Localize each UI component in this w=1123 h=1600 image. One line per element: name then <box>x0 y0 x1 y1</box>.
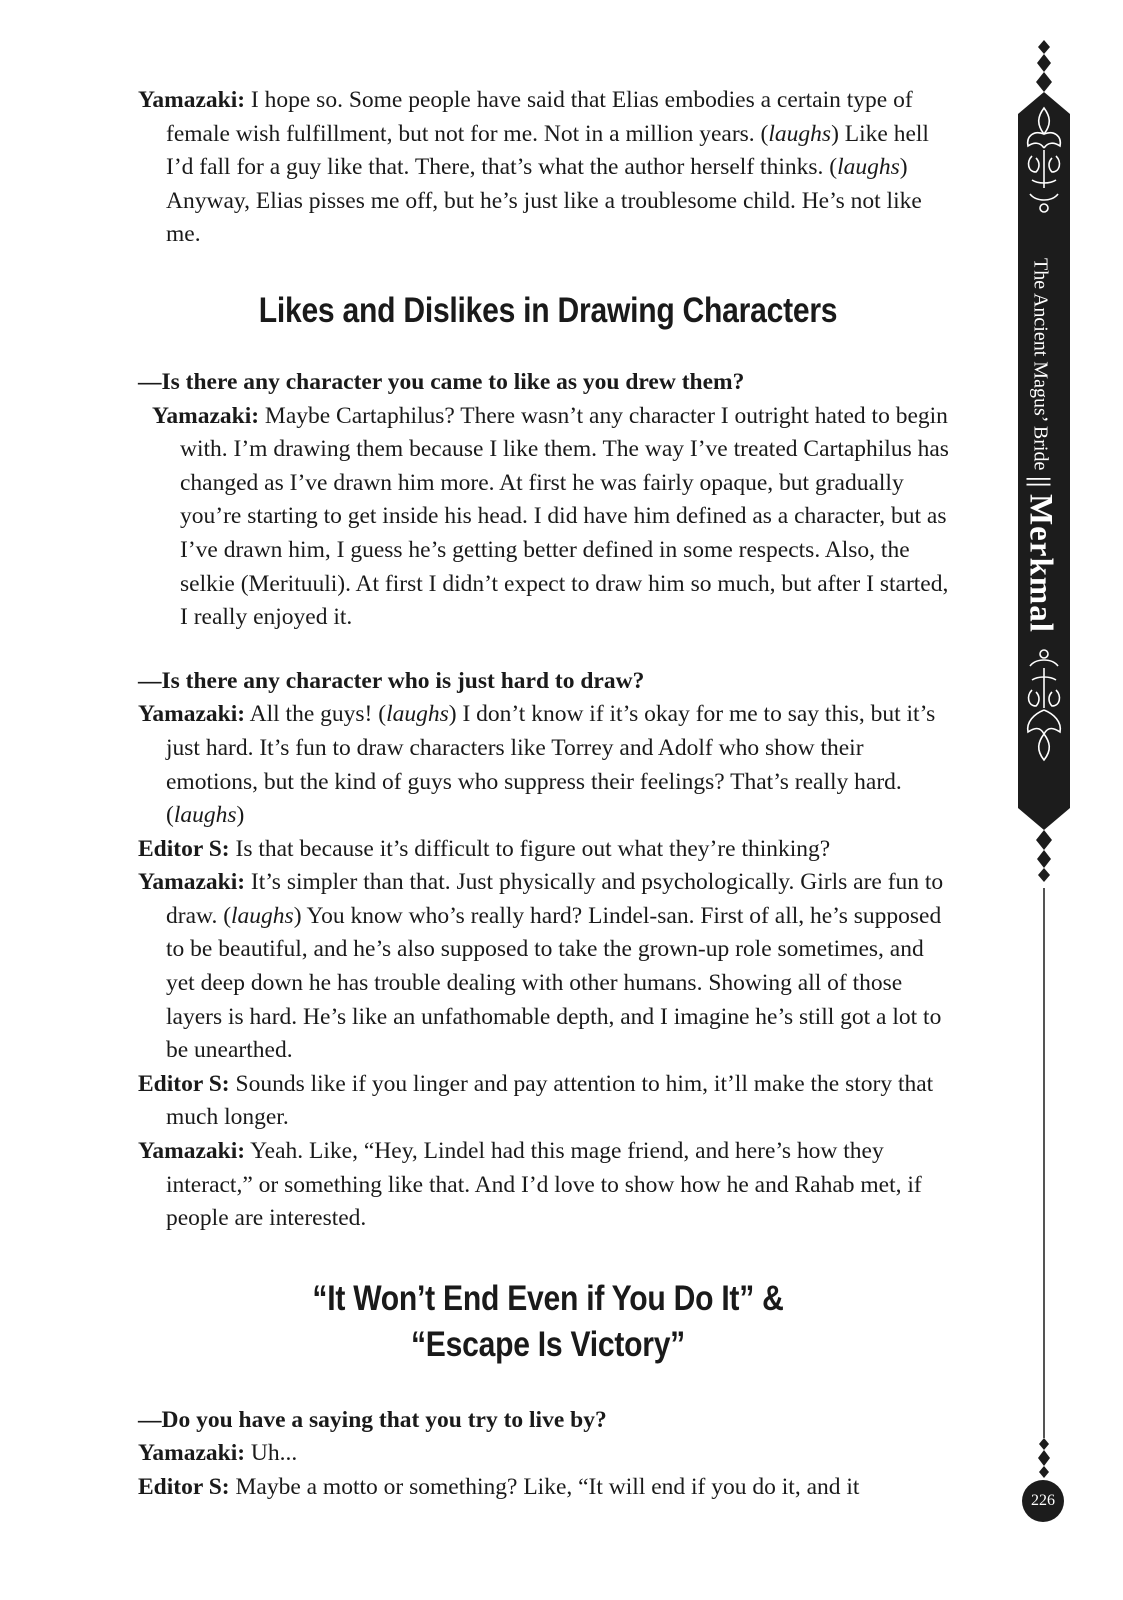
dialogue-paragraph <box>138 1068 958 1135</box>
dialogue-text: ) I don’t know if it’s okay for me to say this, but it’s just hard. It’s fun to draw characters like Torrey and Adolf who show their emotions, but the kind of guys who suppress their feelings? That’s really hard. ( <box>166 701 936 829</box>
dialogue-text: Maybe a motto or something? Like, “It will end if you do it, and it <box>235 1474 860 1500</box>
dialogue-text: Maybe Cartaphilus? There wasn’t any character I outright hated to begin with. I’m drawing them because I like them. The way I’ve treated Cartaphilus has changed as I’ve drawn him more. At first he was fairly opaque, but gradually you’re starting to get inside his head. I did have him defined as a character, but as I’ve drawn him, I guess he’s getting better defined in some respects. Also, the selkie (Merituuli). At first I didn’t expect to draw him so much, but after I started, I really enjoyed it. <box>180 402 949 631</box>
chapter-sidebar <box>1012 38 1076 1558</box>
section-heading-saying-line1: “It Won’t End Even if You Do It” & <box>312 1278 784 1318</box>
speaker-label: Yamazaki: <box>138 701 246 728</box>
speaker-label: Yamazaki: <box>138 1138 246 1165</box>
dialogue-text: ) You know who’s really hard? Lindel-san. First of all, he’s supposed to be beautiful, and he’s also supposed to take the grown-up role sometimes, and yet deep down he has trouble dealing with other humans. Showing all of those layers is hard. He’s like an unfathomable depth, and I imagine he’s still got a lot to be unearthed. <box>166 902 942 1064</box>
dialogue-text: Is that because it’s difficult to figure out what they’re thinking? <box>235 835 831 862</box>
speaker-label: Yamazaki: <box>138 1440 246 1467</box>
answer-saying <box>138 1437 958 1504</box>
dialogue-text: Yeah. Like, “Hey, Lindel had this mage friend, and here’s how they interact,” or something like that. And I’d love to show how he and Rahab met, if people are interested. <box>166 1138 922 1232</box>
dialogue-paragraph <box>138 1437 958 1471</box>
speaker-label: Editor S: <box>138 1070 230 1097</box>
title-separator: || <box>1026 476 1055 488</box>
speaker-label: Editor S: <box>138 835 230 862</box>
section-heading-saying-line2: “Escape Is Victory” <box>411 1324 685 1364</box>
intro-dialogue <box>138 84 958 252</box>
book-title: The Ancient Magus’ Bride <box>1029 258 1052 471</box>
speaker-label: Yamazaki: <box>152 402 260 429</box>
speaker-label: Yamazaki: <box>138 87 246 113</box>
dialogue-paragraph <box>138 1135 958 1236</box>
page-body <box>138 84 958 1505</box>
section-title: Merkmal <box>1022 493 1059 633</box>
dialogue-paragraph <box>138 698 958 832</box>
dialogue-paragraph <box>138 400 958 635</box>
page-number: 226 <box>1022 1480 1064 1522</box>
stage-direction: laughs <box>173 802 237 829</box>
answer-hard-character <box>138 698 958 1236</box>
question-like-character: —Is there any character you came to like as you drew them? <box>138 368 745 395</box>
dialogue-text: All the guys! ( <box>249 701 387 728</box>
stage-direction: laughs <box>231 902 294 929</box>
question-saying: —Do you have a saying that you try to live by? <box>138 1406 607 1433</box>
dialogue-text: Sounds like if you linger and pay attention to him, it’ll make the story that much longer. <box>166 1070 934 1131</box>
section-heading-likes-dislikes: Likes and Dislikes in Drawing Characters <box>258 290 838 330</box>
speaker-label: Yamazaki: <box>138 869 246 896</box>
running-title <box>1020 258 1060 678</box>
dialogue-text: ) Like hell I’d fall for a guy like that. There, that’s what the author herself thinks. ( <box>166 120 929 181</box>
speaker-label: Editor S: <box>138 1474 230 1500</box>
dialogue-text: I hope so. Some people have said that Elias embodies a certain type of female wish fulfillment, but not for me. Not in a million years. ( <box>166 87 913 147</box>
stage-direction: laughs <box>768 120 832 147</box>
dialogue-text: ) Anyway, Elias pisses me off, but he’s just like a troublesome child. He’s not like me. <box>166 154 922 248</box>
dialogue-paragraph <box>138 84 958 252</box>
dialogue-paragraph <box>138 866 958 1068</box>
dialogue-paragraph <box>138 833 958 867</box>
dialogue-text: ) <box>236 802 245 829</box>
dialogue-text: Uh... <box>250 1440 298 1467</box>
stage-direction: laughs <box>386 701 449 728</box>
answer-like-character <box>138 400 958 635</box>
dialogue-text: It’s simpler than that. Just physically and psychologically. Girls are fun to draw. ( <box>166 869 944 929</box>
stage-direction: laughs <box>837 154 900 181</box>
dialogue-paragraph <box>138 1471 958 1505</box>
question-hard-character: —Is there any character who is just hard to draw? <box>138 667 645 694</box>
